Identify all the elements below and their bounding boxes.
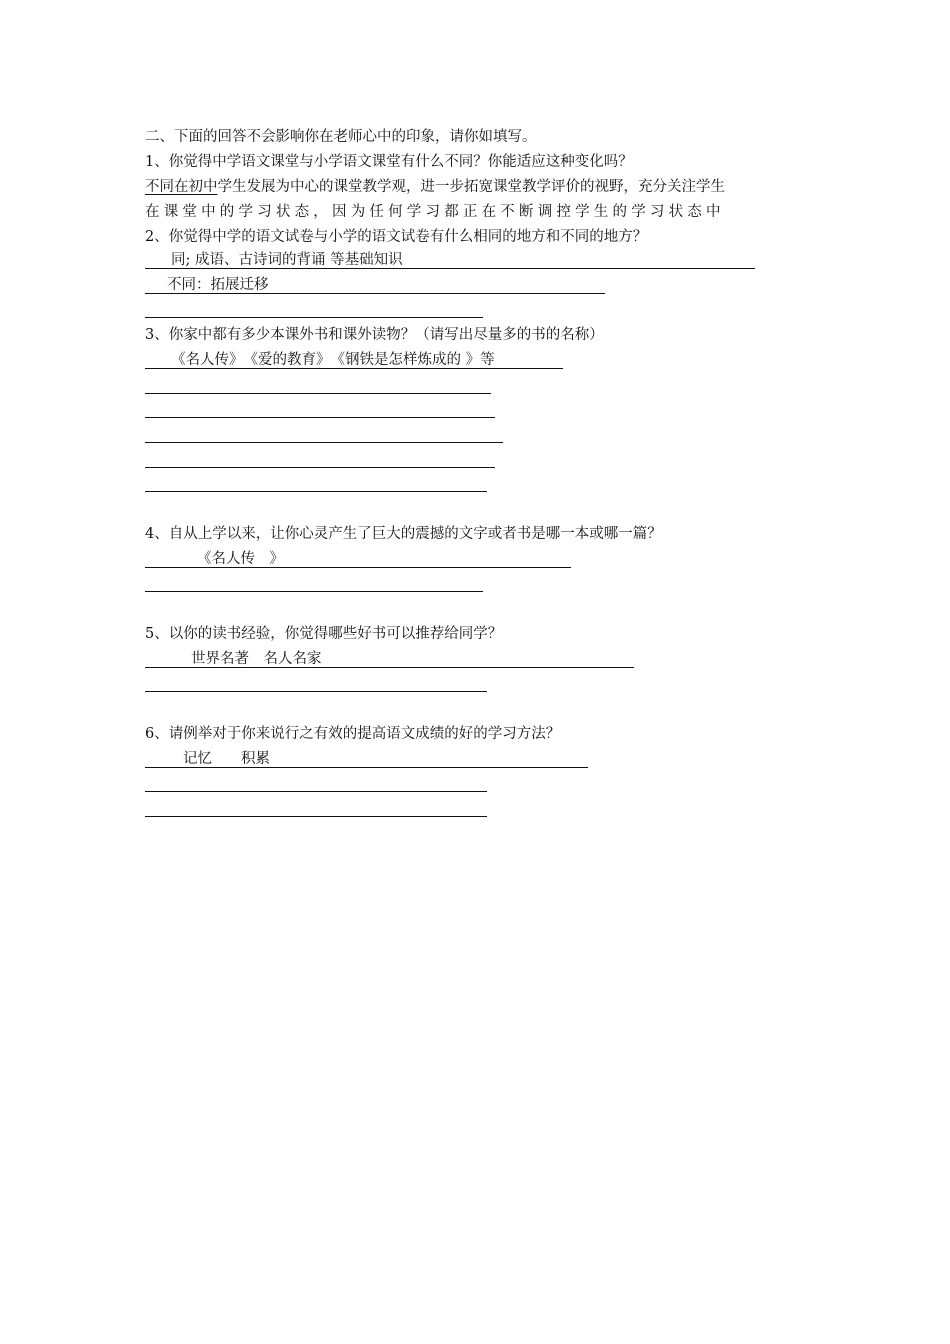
section-title: 二、下面的回答不会影响你在老师心中的印象，请你如填写。 xyxy=(145,129,537,145)
answer-3-blank-line-1 xyxy=(145,393,491,394)
answer-1-line-2: 在课堂中的学习状态，因为任何学习都正在不断调控学生的学习状态中 xyxy=(145,204,725,220)
answer-2-same: 同; 成语、古诗词的背诵 等基础知识 xyxy=(171,252,403,268)
answer-2-different-line xyxy=(145,293,605,294)
answer-4: 《名人传 》 xyxy=(197,551,284,567)
answer-1-rest: 学生发展为中心的课堂教学观，进一步拓宽课堂教学评价的视野，充分关注学生 xyxy=(217,179,725,195)
answer-4-line xyxy=(145,567,571,568)
answer-6: 记忆 积累 xyxy=(183,751,270,767)
answer-3-blank-line-2 xyxy=(145,417,495,418)
answer-1-underlined: 不同在初中 xyxy=(145,179,218,195)
question-6: 6、请例举对于你来说行之有效的提高语文成绩的好的学习方法？ xyxy=(145,726,561,742)
answer-3-line xyxy=(145,368,563,369)
question-3: 3、你家中都有多少本课外书和课外读物？（请写出尽量多的书的名称） xyxy=(145,327,604,343)
answer-6-line xyxy=(145,767,588,768)
answer-6-blank-line-1 xyxy=(145,791,487,792)
question-1: 1、你觉得中学语文课堂与小学语文课堂有什么不同？你能适应这种变化吗？ xyxy=(145,154,633,170)
answer-2-same-line xyxy=(145,268,755,269)
answer-1-line-1 xyxy=(145,178,725,196)
question-5: 5、以你的读书经验，你觉得哪些好书可以推荐给同学？ xyxy=(145,626,503,642)
answer-2-blank-line xyxy=(145,317,483,318)
answer-5-blank-line xyxy=(145,691,487,692)
answer-6-blank-line-2 xyxy=(145,816,487,817)
answer-4-blank-line xyxy=(145,591,483,592)
answer-5-line xyxy=(145,667,634,668)
answer-3-blank-line-5 xyxy=(145,491,487,492)
answer-3: 《名人传》 《爱的教育》 《钢铁是怎样炼成的 》等 xyxy=(171,352,495,368)
answer-5: 世界名著 名人名家 xyxy=(191,651,322,667)
question-4: 4、自从上学以来，让你心灵产生了巨大的震撼的文字或者书是哪一本或哪一篇？ xyxy=(145,526,662,542)
answer-3-blank-line-3 xyxy=(145,442,503,443)
answer-2-different: 不同：拓展迁移 xyxy=(167,277,269,293)
question-2: 2、你觉得中学的语文试卷与小学的语文试卷有什么相同的地方和不同的地方？ xyxy=(145,229,648,245)
answer-3-blank-line-4 xyxy=(145,467,495,468)
